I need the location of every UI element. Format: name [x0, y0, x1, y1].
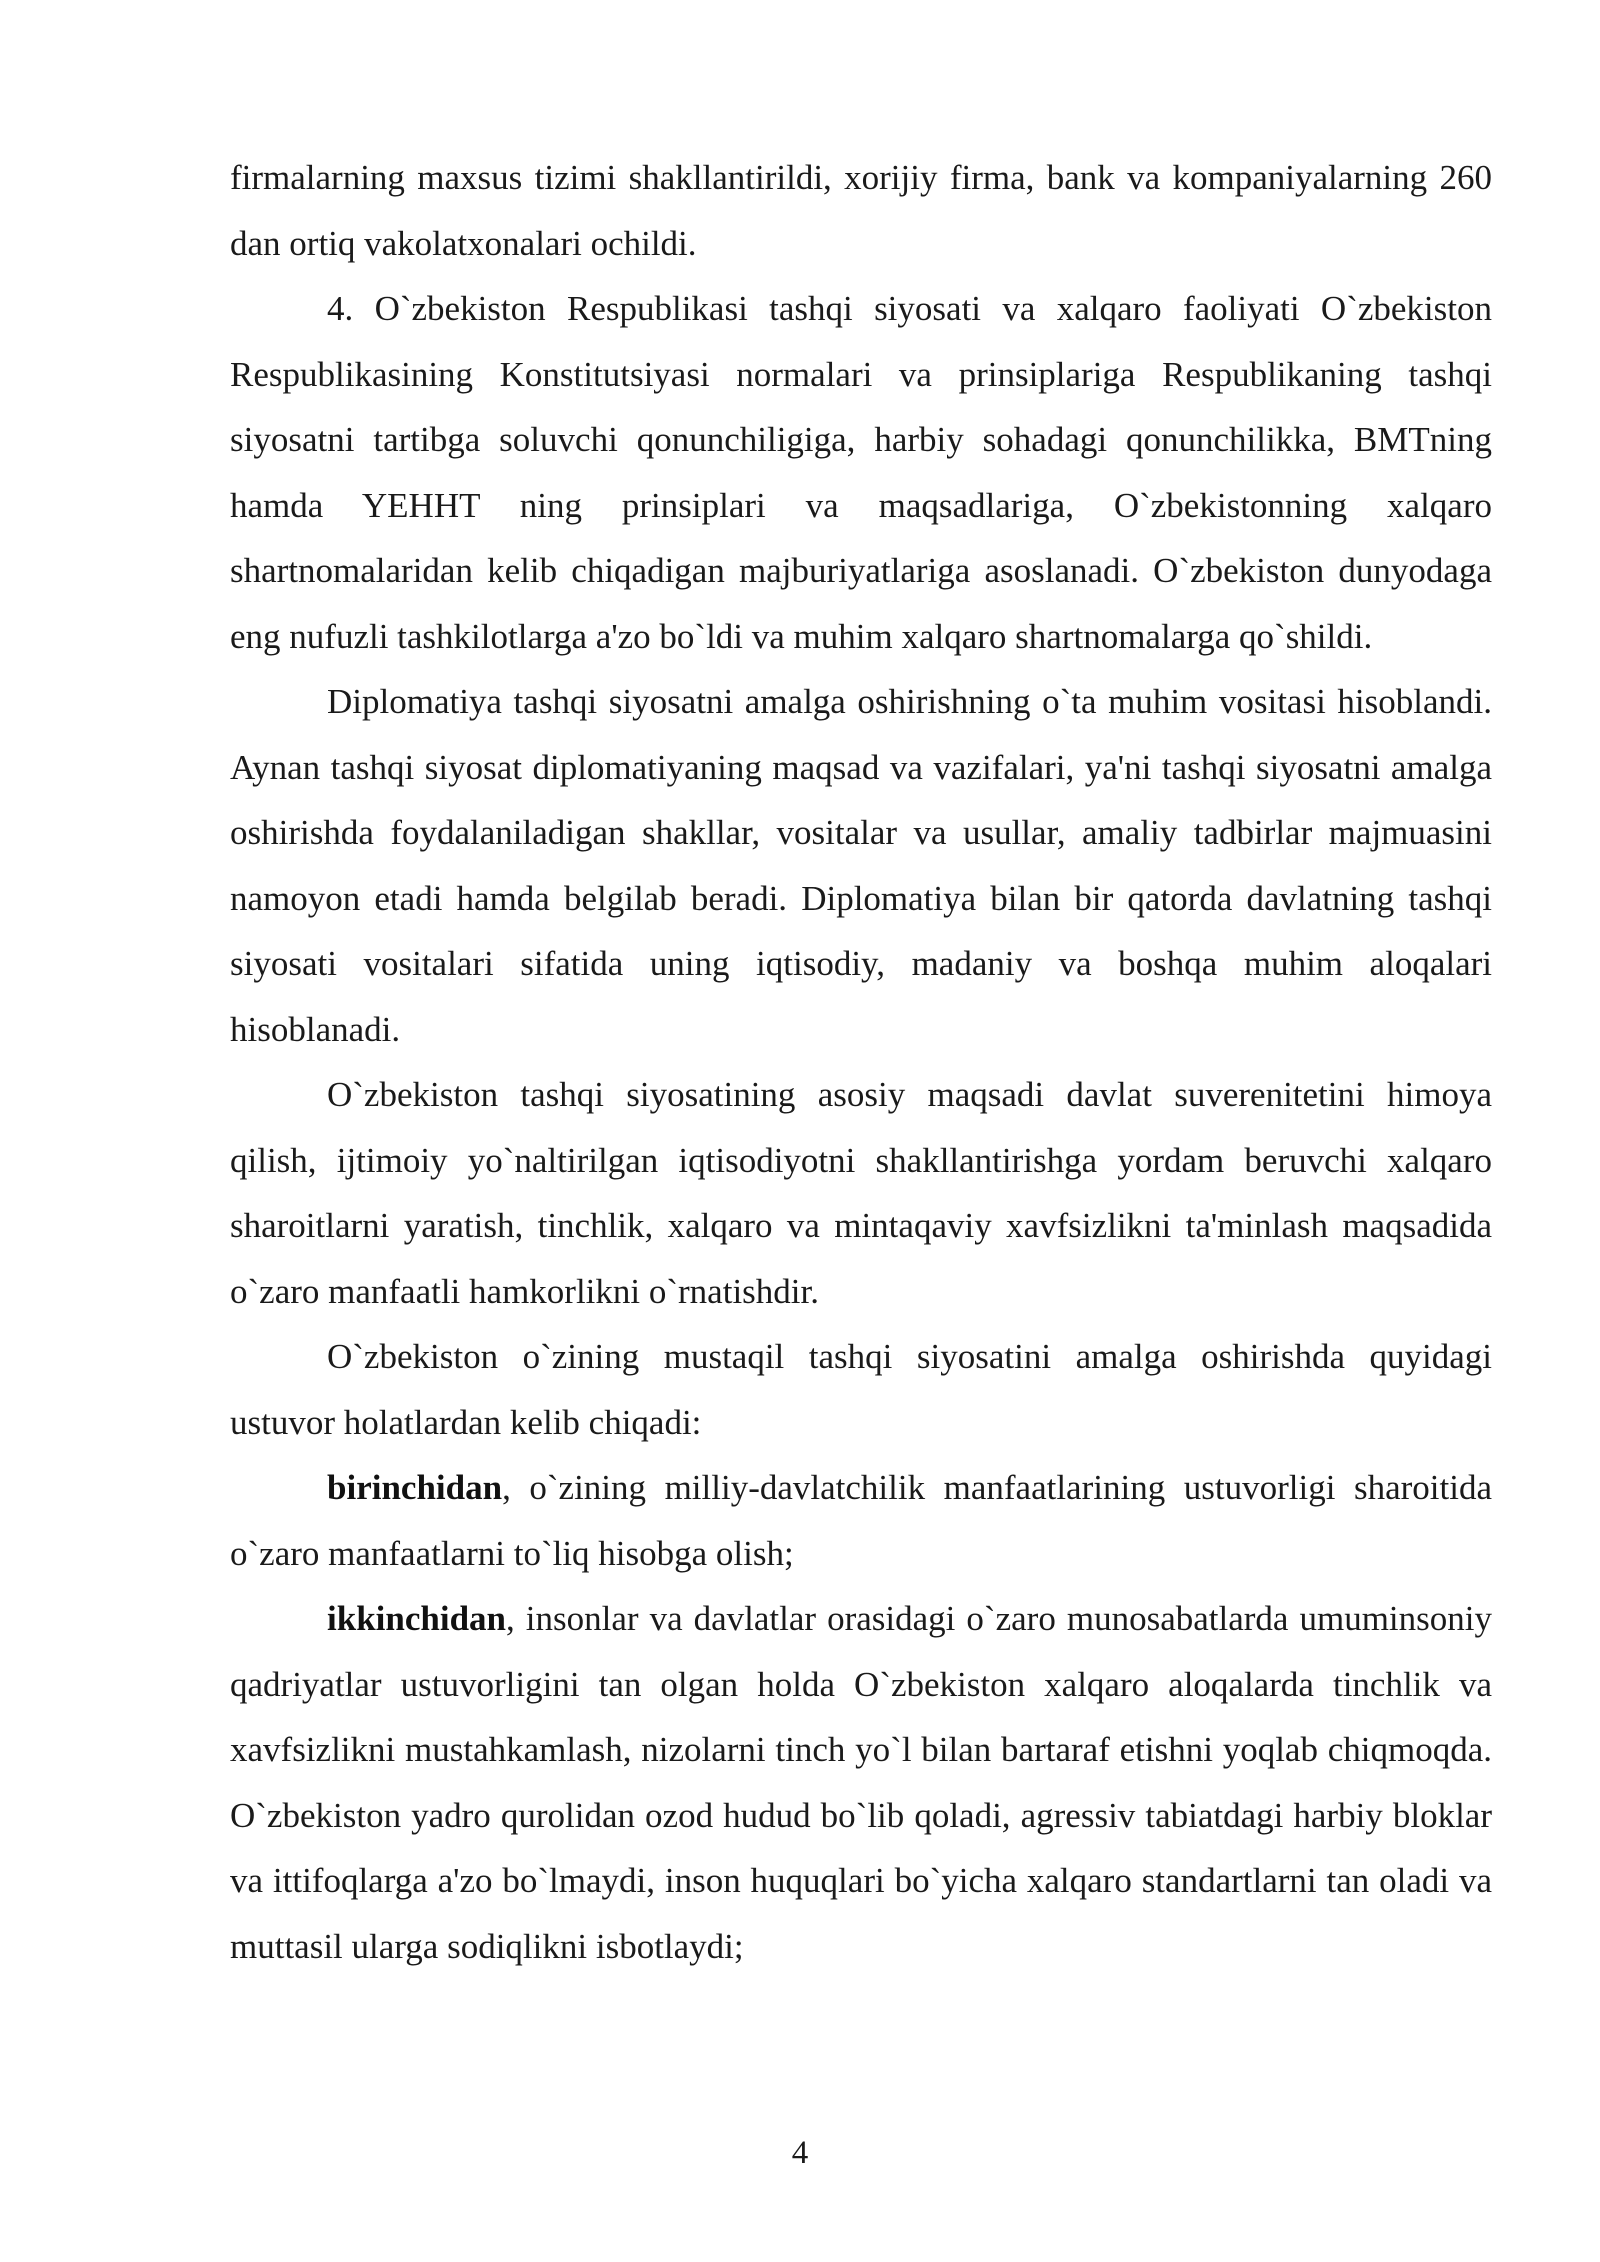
paragraph-7-text: , insonlar va davlatlar orasidagi o`zaro munosabatlarda umuminsoniy qadriyatlar ustuvorligini tan olgan holda O`zbekiston xalqaro aloqalarda tinchlik va xavfsizlikni mustahkamlash, nizolarni tinch yo`l bilan bartaraf etishni yoqlab chiqmoqda. O`zbekiston yadro qurolidan ozod hudud bo`lib qoladi, agressiv tabiatdagi harbiy bloklar va ittifoqlarga a'zo bo`lmaydi, inson huquqlari bo`yicha xalqaro standartlarni tan oladi va muttasil ularga sodiqlikni isbotlaydi; [230, 1599, 1492, 1966]
paragraph-5-text: O`zbekiston o`zining mustaqil tashqi siyosatini amalga oshirishda quyidagi ustuvor holatlardan kelib chiqadi: [230, 1337, 1492, 1442]
paragraph-6-text: , o`zining milliy-davlatchilik manfaatlarining ustuvorligi sharoitida o`zaro manfaatlarni to`liq hisobga olish; [230, 1468, 1492, 1573]
paragraph-5 [230, 1324, 1492, 1455]
paragraph-3-text: Diplomatiya tashqi siyosatni amalga oshirishning o`ta muhim vositasi hisoblandi. Aynan tashqi siyosat diplomatiyaning maqsad va vazifalari, ya'ni tashqi siyosatni amalga oshirishda foydalaniladigan shakllar, vositalar va usullar, amaliy tadbirlar majmuasini namoyon etadi hamda belgilab beradi. Diplomatiya bilan bir qatorda davlatning tashqi siyosati vositalari sifatida uning iqtisodiy, madaniy va boshqa muhim aloqalari hisoblanadi. [230, 682, 1492, 1049]
paragraph-4 [230, 1062, 1492, 1324]
page-number: 4 [791, 2135, 809, 2171]
paragraph-1-text: firmalarning maxsus tizimi shakllantirildi, xorijiy firma, bank va kompaniyalarning 260 dan ortiq vakolatxonalari ochildi. [230, 158, 1492, 263]
paragraph-7 [230, 1586, 1492, 1979]
paragraph-6 [230, 1455, 1492, 1586]
paragraph-2-text: 4. O`zbekiston Respublikasi tashqi siyosati va xalqaro faoliyati O`zbekiston Respublikasining Konstitutsiyasi normalari va prinsiplariga Respublikaning tashqi siyosatni tartibga soluvchi qonunchiligiga, harbiy sohadagi qonunchilikka, BMTning hamda YEHHT ning prinsiplari va maqsadlariga, O`zbekistonning xalqaro shartnomalaridan kelib chiqadigan majburiyatlariga asoslanadi. O`zbekiston dunyodaga eng nufuzli tashkilotlarga a'zo bo`ldi va muhim xalqaro shartnomalarga qo`shildi. [230, 289, 1492, 656]
document-body [230, 145, 1492, 1979]
paragraph-3 [230, 669, 1492, 1062]
paragraph-4-text: O`zbekiston tashqi siyosatining asosiy maqsadi davlat suverenitetini himoya qilish, ijtimoiy yo`naltirilgan iqtisodiyotni shakllantirishga yordam beruvchi xalqaro sharoitlarni yaratish, tinchlik, xalqaro va mintaqaviy xavfsizlikni ta'minlash maqsadida o`zaro manfaatli hamkorlikni o`rnatishdir. [230, 1075, 1492, 1311]
paragraph-2 [230, 276, 1492, 669]
paragraph-7-lead: ikkinchidan [327, 1599, 506, 1638]
paragraph-1 [230, 145, 1492, 276]
paragraph-6-lead: birinchidan [327, 1468, 503, 1507]
